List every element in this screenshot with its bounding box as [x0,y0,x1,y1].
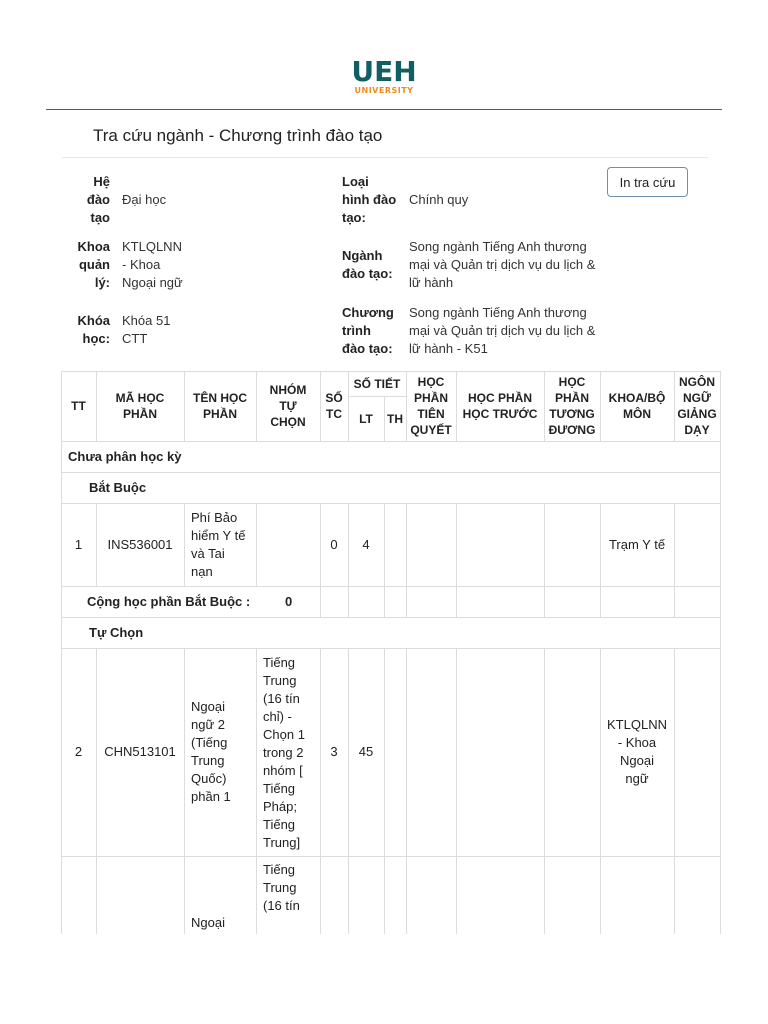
row2-ten-hoc-phan: Ngoại ngữ 2 (Tiếng Trung Quốc) phần 1 [191,699,231,804]
row2-lt: 45 [358,744,374,759]
row3-nhom-tu-chon: Tiếng Trung (16 tín [263,862,300,913]
header-divider [46,109,722,110]
value-loai-hinh: Chính quy [409,192,469,207]
header-so-tiet: SỐ TIẾT [353,376,401,391]
header-khoa-bo-mon: KHOA/BỘ MÔN [608,391,666,421]
group-bat-buoc: Bắt Buộc [89,480,147,495]
row3-ten-hoc-phan: Ngoại [191,915,225,930]
header-tt: TT [71,399,86,413]
page-title: Tra cứu ngành - Chương trình đào tạo [93,126,383,145]
header-lt: LT [359,411,373,426]
label-loai-hinh: Loại hình đào tạo: [342,174,397,225]
row2-tt: 2 [74,744,83,759]
group-tu-chon: Tự Chọn [89,625,144,640]
label-khoa-quan-ly: Khoa quản lý: [77,239,110,290]
header-so-tc: SỐ TC [325,391,343,421]
label-khoa-hoc: Khóa học: [77,313,110,346]
header-hoc-truoc: HỌC PHẦN HỌC TRƯỚC [462,391,538,421]
subtotal-label: Cộng học phần Bắt Buộc : [87,594,251,609]
row1-tt: 1 [74,536,83,552]
title-divider [62,157,708,158]
logo-text: UEH [351,55,417,88]
header-nhom-tu-chon: NHÓM TỰ CHỌN [269,383,307,429]
row2-nhom-tu-chon: Tiếng Trung (16 tín chỉ) - Chọn 1 trong 2 nhóm [ Tiếng Pháp; Tiếng Trung] [263,655,305,850]
row1-ten-hoc-phan: Phí Bảo hiểm Y tế và Tai nạn [191,510,246,579]
row2-so-tc: 3 [330,744,338,759]
header-ma-hoc-phan: MÃ HỌC PHẦN [115,391,165,421]
print-button[interactable]: In tra cứu [607,167,688,197]
row1-lt: 4 [362,536,370,552]
header-ngon-ngu: NGÔN NGỮ GIẢNG DẠY [677,375,717,437]
row1-so-tc: 0 [330,536,338,552]
value-khoa-quan-ly: KTLQLNN - Khoa Ngoại ngữ [122,239,183,290]
value-he-dao-tao: Đại học [122,192,167,207]
row2-khoa-bo-mon: KTLQLNN - Khoa Ngoại ngữ [607,717,667,786]
ueh-logo [0,55,768,96]
header-tuong-duong: HỌC PHẦN TƯƠNG ĐƯƠNG [548,375,596,437]
section-chua-phan-hoc-ky: Chưa phân học kỳ [68,449,182,464]
header-ten-hoc-phan: TÊN HỌC PHẦN [193,391,247,421]
label-chuong-trinh: Chương trình đào tạo: [342,305,394,356]
row1-ma-hoc-phan: INS536001 [107,536,173,552]
header-tien-quyet: HỌC PHẦN TIÊN QUYẾT [410,375,452,437]
value-chuong-trinh: Song ngành Tiếng Anh thương mại và Quản trị dịch vụ du lịch & lữ hành - K51 [409,305,596,356]
row2-ma-hoc-phan: CHN513101 [104,744,176,759]
header-th: TH [387,411,403,426]
label-nganh: Ngành đào tạo: [342,248,393,281]
row1-khoa-bo-mon: Trạm Y tế [608,536,666,552]
label-he-dao-tao: Hệ đào tạo [86,174,110,225]
subtotal-value: 0 [285,594,293,609]
value-khoa-hoc: Khóa 51 CTT [122,313,171,346]
logo-subtext: UNIVERSITY [354,86,414,95]
value-nganh: Song ngành Tiếng Anh thương mại và Quản trị dịch vụ du lịch & lữ hành [409,239,596,290]
